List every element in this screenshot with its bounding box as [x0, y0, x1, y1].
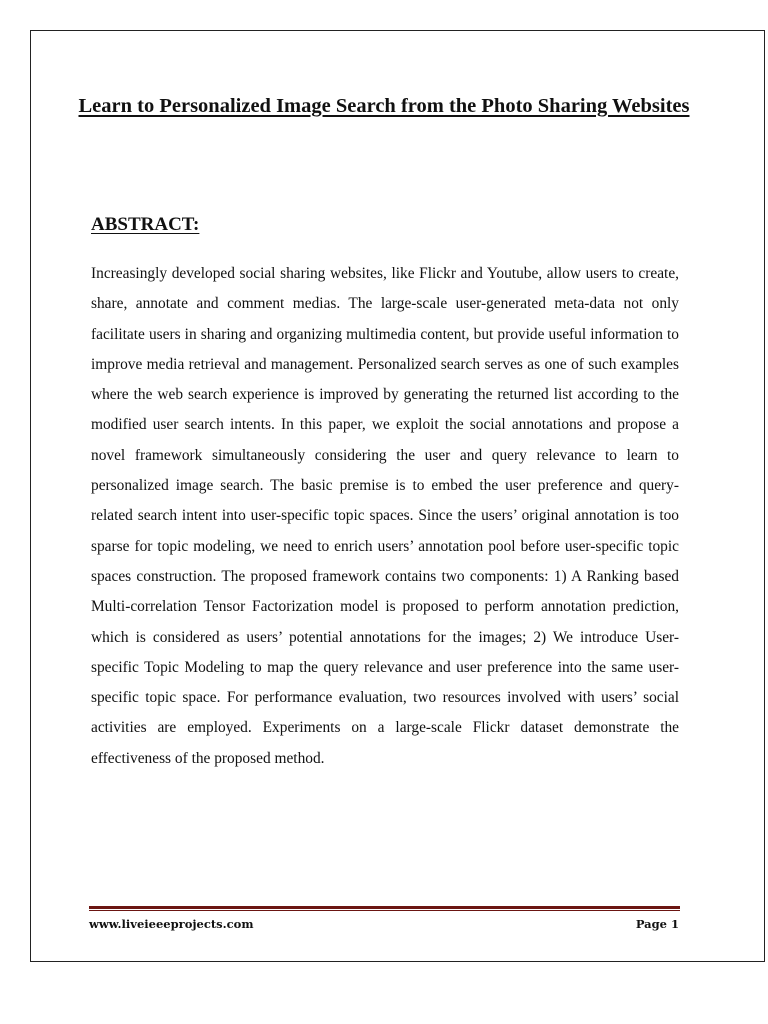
footer-divider-thin [89, 910, 680, 911]
section-heading-abstract: ABSTRACT: [91, 214, 200, 235]
document-title: Learn to Personalized Image Search from the Photo Sharing Websites [78, 95, 690, 117]
abstract-paragraph: Increasingly developed social sharing websites, like Flickr and Youtube, allow users to create, share, annotate and comment medias. The large-scale user-generated meta-data not only facilitate users in sharing and organizing multimedia content, but provide useful information to improve media retrieval and management. Personalized search serves as one of such examples where the web search experience is improved by generating the returned list according to the modified user search intents. In this paper, we exploit the social annotations and propose a novel framework simultaneously considering the user and query relevance to learn to personalized image search. The basic premise is to embed the user preference and query-related search intent into user-specific topic spaces. Since the users’ original annotation is too sparse for topic modeling, we need to enrich users’ annotation pool before user-specific topic spaces construction. The proposed framework contains two components: 1) A Ranking based Multi-correlation Tensor Factorization model is proposed to perform annotation prediction, which is considered as users’ potential annotations for the images; 2) We introduce User-specific Topic Modeling to map the query relevance and user preference into the same user-specific topic space. For performance evaluation, two resources involved with users’ social activities are employed. Experiments on a large-scale Flickr dataset demonstrate the effectiveness of the proposed method. [91, 265, 679, 767]
footer-divider-thick [89, 906, 680, 909]
footer-website: www.liveieeeprojects.com [89, 917, 254, 931]
footer-divider [89, 906, 680, 911]
footer-page-number: Page 1 [635, 917, 679, 931]
